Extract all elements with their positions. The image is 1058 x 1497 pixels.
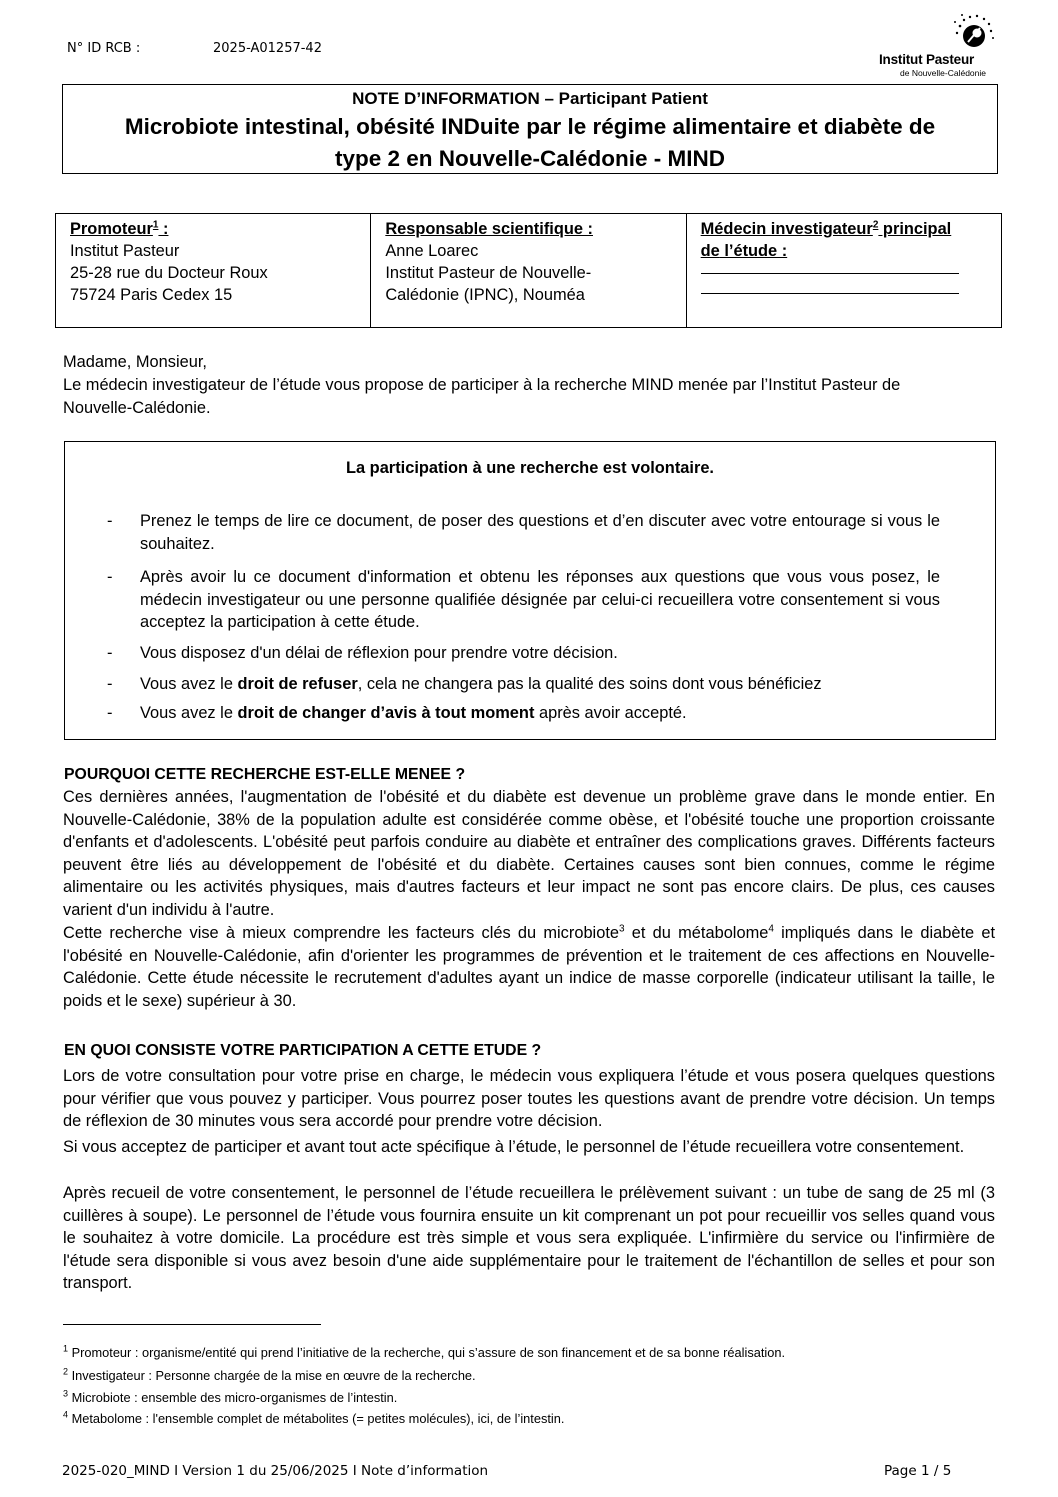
responsable-label: Responsable scientifique : (385, 220, 593, 238)
bullet-dash: - (107, 568, 113, 586)
institut-pasteur-logo (876, 12, 1016, 78)
bullet-text-4 (140, 673, 940, 696)
medecin-label: Médecin investigateur (700, 220, 873, 238)
section2-paragraph1: Lors de votre consultation pour votre prise en charge, le médecin vous expliquera l’étude et vous posera quelques questions pour vérifier que vous pouvez y participer. Vous pourrez poser toutes les questions avant de prendre votre décision. Un temps de réflexion de 30 minutes vous sera accordé pour prendre votre décision. (63, 1067, 995, 1131)
bullet-5-post: après avoir accepté. (534, 704, 687, 722)
footnote-4 (63, 1411, 564, 1427)
intro-line1: Le médecin investigateur de l’étude vous propose de participer à la recherche MIND menée par l’Institut Pasteur de (63, 376, 901, 394)
medecin-signature-line-2[interactable] (701, 293, 959, 294)
study-title-line1: Microbiote intestinal, obésité INDuite par le régime alimentaire et diabète de (124, 114, 936, 139)
footnote-1 (63, 1345, 785, 1361)
promoteur-line3: 75724 Paris Cedex 15 (70, 286, 233, 304)
volunteer-heading: La participation à une recherche est volontaire. (346, 459, 714, 477)
section-heading-pourquoi: POURQUOI CETTE RECHERCHE EST-ELLE MENEE ? (64, 766, 466, 783)
rcb-id-label: N° ID RCB : (67, 41, 141, 56)
medecin-label-principal: principal (878, 220, 952, 238)
section1-p2-a: Cette recherche vise à mieux comprendre les facteurs clés du microbiote (63, 924, 619, 942)
promoteur-line2: 25-28 rue du Docteur Roux (70, 264, 268, 282)
study-title-line2: type 2 en Nouvelle-Calédonie - MIND (334, 146, 726, 171)
section1-paragraph2 (63, 922, 995, 1012)
responsable-line1: Anne Loarec (385, 242, 479, 260)
bullet-dash: - (107, 512, 113, 530)
footnote-3 (63, 1390, 397, 1406)
bullet-text-3: Vous disposez d'un délai de réflexion pour prendre votre décision. (140, 644, 618, 662)
section2-paragraph3: Après recueil de votre consentement, le personnel de l’étude recueillera le prélèvement suivant : un tube de sang de 25 ml (3 cuillères à soupe). Le personnel de l’étude vous fournira ensuite un kit comprenant un pot pour recueillir vos selles quand vous le souhaitez à votre domicile. La procédure est très simple et vous sera expliquée. L'infirmière du service ou l'infirmière de l'étude sera disponible si vous avez besoin d'une aide supplémentaire pour le traitement de l'échantillon de selles et pour son transport. (63, 1184, 995, 1293)
intro-line2: Nouvelle-Calédonie. (63, 399, 211, 417)
page-number: Page 1 / 5 (884, 1463, 952, 1479)
medecin-footnote-ref: 2 (872, 219, 879, 231)
title-box (62, 84, 998, 174)
footnote-separator (63, 1324, 321, 1325)
footer-document-info: 2025-020_MIND I Version 1 du 25/06/2025 I Note d’information (62, 1463, 489, 1479)
bullet-5-bold: droit de changer d’avis à tout moment (237, 704, 535, 722)
promoteur-label: Promoteur (70, 220, 153, 238)
responsable-line2: Institut Pasteur de Nouvelle- (385, 264, 592, 282)
medecin-cell (686, 214, 1001, 328)
logo-text-line1: Institut Pasteur (879, 52, 975, 67)
footnote-ref-3: 3 (619, 923, 625, 935)
bullet-dash: - (107, 675, 113, 693)
medecin-signature-line-1[interactable] (701, 273, 959, 274)
footnote-number: 2 (63, 1366, 69, 1377)
logo-text-line2: de Nouvelle-Calédonie (900, 68, 987, 78)
footnote-text: Metabolome : l'ensemble complet de métabolites (= petites molécules), ici, de l’intestin. (68, 1411, 565, 1426)
responsable-line3: Calédonie (IPNC), Nouméa (385, 286, 585, 304)
responsable-cell (371, 214, 686, 328)
bullet-4-post: , cela ne changera pas la qualité des soins dont vous bénéficiez (357, 675, 822, 693)
section1-p2-c: impliqués dans le diabète et l'obésité en Nouvelle-Calédonie, afin d'orienter les programmes de prévention et le traitement de ces affections en Nouvelle-Calédonie. Cette étude nécessite le recrutement d'adultes ayant un indice de masse corporelle (indicateur utilisant la taille, le poids et le sexe) supérieur à 30. (63, 924, 996, 1010)
volunteer-notice-box (64, 441, 996, 740)
promoteur-line1: Institut Pasteur (70, 242, 180, 260)
footnote-number: 4 (63, 1409, 69, 1420)
bullet-4-bold: droit de refuser (237, 675, 358, 693)
rcb-id-value: 2025-A01257-42 (213, 41, 322, 56)
bullet-5-pre: Vous avez le (140, 704, 238, 722)
footnote-number: 1 (63, 1343, 69, 1354)
promoteur-colon: : (158, 220, 169, 238)
footnote-text: Microbiote : ensemble des micro-organismes de l’intestin. (68, 1390, 398, 1405)
bullet-text-1: Prenez le temps de lire ce document, de poser des questions et d’en discuter avec votre entourage si vous le souhaitez. (140, 512, 940, 553)
bullet-dash: - (107, 644, 113, 662)
footnote-number: 3 (63, 1388, 69, 1399)
promoteur-footnote-ref: 1 (152, 219, 159, 231)
document-subtitle: NOTE D’INFORMATION – Participant Patient (352, 89, 708, 108)
section1-paragraph1: Ces dernières années, l'augmentation de l'obésité et du diabète est devenue un problème grave dans le monde entier. En Nouvelle-Calédonie, 38% de la population adulte est considérée comme obèse, et l'obésité touche une proportion croissante d'enfants et d'adolescents. L'obésité peut parfois conduire au diabète et entraîner des complications graves. Différents facteurs peuvent être liés au développement de l'obésité et du diabète. Certaines causes sont bien connues, comme le régime alimentaire ou les activités physiques, mais d'autres facteurs et leur impact ne sont pas encore clairs. De plus, ces causes varient d'un individu à l'autre. (63, 788, 995, 919)
footnote-text: Promoteur : organisme/entité qui prend l’initiative de la recherche, qui s’assure de son financement et de sa bonne réalisation. (68, 1345, 786, 1360)
greeting: Madame, Monsieur, (63, 353, 207, 371)
bullet-dash: - (107, 704, 113, 722)
footnote-2 (63, 1368, 476, 1384)
section2-paragraph2: Si vous acceptez de participer et avant tout acte spécifique à l’étude, le personnel de l’étude recueillera votre consentement. (63, 1138, 965, 1156)
footnote-ref-4: 4 (768, 923, 774, 935)
bullet-4-pre: Vous avez le (140, 675, 238, 693)
bullet-text-2: Après avoir lu ce document d'information et obtenu les réponses aux questions que vous vous posez, le médecin investigateur ou une personne qualifiée désignée par celui-ci recueillera votre consentement si vous acceptez la participation à cette étude. (140, 568, 940, 632)
medecin-label-etude: l’étude : (719, 242, 788, 260)
study-info-table (55, 213, 1002, 328)
bullet-text-5 (140, 702, 940, 725)
promoteur-cell (56, 214, 371, 328)
section1-p2-b: et du métabolome (624, 924, 769, 942)
section-heading-participation: EN QUOI CONSISTE VOTRE PARTICIPATION A CETTE ETUDE ? (64, 1042, 542, 1059)
footnote-text: Investigateur : Personne chargée de la mise en œuvre de la recherche. (68, 1368, 476, 1383)
medecin-label-de: de (700, 242, 720, 260)
